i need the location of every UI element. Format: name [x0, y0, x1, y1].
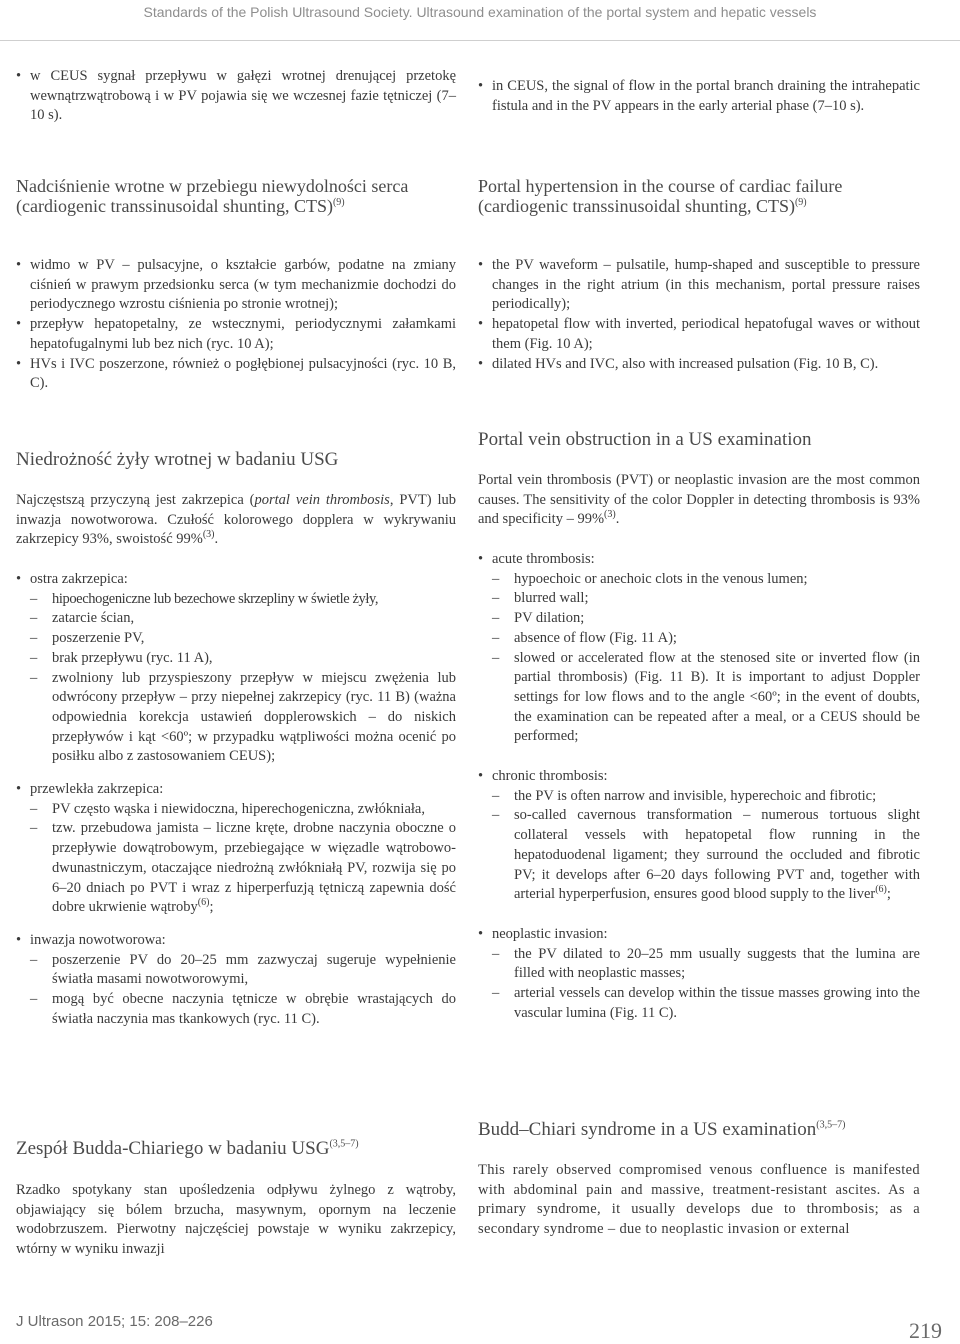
pl-obstruction-intro — [16, 491, 456, 550]
pl-neoplastic-invasion — [16, 931, 456, 1030]
en-chronic-item: – the PV is often narrow and invisible, hyperechoic and fibrotic; — [478, 787, 920, 807]
pl-intro-end: . — [214, 531, 219, 548]
en-intro-text: Portal vein thrombosis (PVT) or neoplastic invasion are the most common causes. The sensitivity of the color Doppler in detecting thrombosis is 93% and specificity – 99% — [478, 472, 920, 528]
en-cardiac-item: • the PV waveform – pulsatile, hump-shaped and susceptible to pressure changes in the right atrium (in this mechanism, portal pressure raises periodically); — [478, 256, 920, 315]
en-cardiac-item: • hepatopetal flow with inverted, periodical hepatofugal waves or without them (Fig. 10 A); — [478, 315, 920, 354]
spacer — [16, 767, 456, 780]
pl-intro-part-a: Najczęstszą przyczyną jest zakrzepica ( — [16, 492, 255, 508]
pl-chronic-list — [16, 780, 456, 918]
pl-cardiac-title — [16, 176, 456, 216]
en-acute-item: – absence of flow (Fig. 11 A); — [478, 629, 920, 649]
en-cardiac-list — [478, 256, 920, 374]
pl-neo-item: – mogą być obecne naczynia tętnicze w obrębie wrastających do światła naczynia mas tkankowych (ryc. 11 C). — [16, 990, 456, 1029]
pl-intro-ref: (3) — [202, 529, 215, 541]
pl-cardiac-list-block — [16, 256, 456, 394]
en-budd-title-text: Budd–Chiari syndrome in a US examination — [478, 1119, 817, 1140]
en-intro-ref: (3) — [604, 509, 616, 521]
pl-chronic-thrombosis — [16, 780, 456, 918]
en-ceus-block — [478, 77, 920, 116]
en-acute-item: – PV dilation; — [478, 609, 920, 629]
pl-cardiac-section — [16, 176, 456, 216]
en-neo-list — [478, 925, 920, 1024]
pl-cardiac-title-ref: (9) — [332, 197, 345, 208]
pl-acute-item: – zwolniony lub przyspieszony przepływ w miejscu zwężenia lub odwrócony przepływ – przy niepełnej zakrzepicy (ryc. 11 B) (ważna odpowiednia korekcja ustawień dopplerowskich – do niskich przepływów i kąt <60º; w przypadku wątpliwości można ocenić po posiłku albo z zastosowaniem CEUS); — [16, 669, 456, 768]
en-budd-title — [478, 1118, 920, 1142]
pl-neo-sublist — [16, 951, 456, 1030]
en-obstruction-title-block — [478, 428, 920, 452]
pl-acute-item: – brak przepływu (ryc. 11 A), — [16, 649, 456, 669]
pl-neo-list — [16, 931, 456, 1030]
pl-acute-sublist — [16, 590, 456, 767]
pl-neo-item: – poszerzenie PV do 20–25 mm zazwyczaj sugeruje wypełnienie światła masami nowotworowymi, — [16, 951, 456, 990]
en-neo-label: neoplastic invasion: — [492, 925, 608, 942]
pl-chronic-sublist — [16, 800, 456, 918]
en-thrombosis-lists — [478, 550, 920, 1023]
pl-budd-title — [16, 1137, 456, 1161]
en-chronic-item-text: so-called cavernous transformation – numerous tortuous slight collateral vessels with hepatopetal flow running in the hepatoduodenal ligament; they surround the occluded and fibrotic PV; it develops after 6–20 days following PVT and, together with arterial hyperperfusion, ensures good blood supply to the liver — [514, 807, 920, 903]
en-cardiac-item: • dilated HVs and IVC, also with increased pulsation (Fig. 10 B, C). — [478, 355, 920, 375]
pl-ceus-list — [16, 67, 456, 126]
pl-acute-list — [16, 570, 456, 767]
en-neo-item: – arterial vessels can develop within the tissue masses growing into the vascular lumina (Fig. 11 C). — [478, 984, 920, 1023]
en-acute-item: – slowed or accelerated flow at the stenosed site or inverted flow (in partial thrombosis) (Fig. 11 B). It is important to adjust Doppler settings for low flows and to the angle <60º; in the event of doubts, the examination can be repeated after a meal, or a CEUS should be performed; — [478, 649, 920, 748]
en-neo-item: – the PV dilated to 20–25 mm usually suggests that the lumina are filled with neoplastic masses; — [478, 945, 920, 984]
pl-budd-title-ref: (3,5–7) — [329, 1138, 359, 1150]
spacer — [16, 918, 456, 931]
en-chronic-sublist — [478, 787, 920, 905]
pl-ceus-item: • w CEUS sygnał przepływu w gałęzi wrotnej drenującej przetokę wewnątrzwątrobową i w PV pojawia się we wczesnej fazie tętniczej (7–10 s). — [16, 67, 456, 126]
en-intro-end: . — [615, 511, 620, 528]
en-neoplastic-invasion — [478, 925, 920, 1024]
en-acute-thrombosis — [478, 550, 920, 747]
pl-intro-part-b: , PVT) lub inwazja nowotworowa. Czułość kolorowego dopplera w wykrywaniu zakrzepicy 93%, swoistość 99% — [16, 492, 456, 548]
en-chronic-thrombosis — [478, 767, 920, 905]
en-obstruction-title: Portal vein obstruction in a US examination — [478, 429, 812, 450]
en-chronic-item — [478, 806, 920, 905]
pl-chronic-item-text: tzw. przebudowa jamista – liczne kręte, drobne naczynia oboczne o przepływie dowątrobowym, przebiegające w więzadle wątrobowo-dwunastniczym, otaczające niedrożną zwłókniałą PV, rozwija się po 6–20 dniach po PVT i wraz z hiperperfuzją tętniczą zapewnia dość dobre ukrwienie wątroby — [52, 820, 456, 916]
pl-chronic-item-ref: (6) — [197, 897, 210, 909]
en-cardiac-section — [478, 176, 920, 216]
pl-cardiac-item: • HVs i IVC poszerzone, również o pogłębionej pulsacyjności (ryc. 10 B, C). — [16, 355, 456, 394]
pl-acute-item: – zatarcie ścian, — [16, 609, 456, 629]
en-chronic-item-ref: (6) — [875, 884, 887, 896]
pl-cardiac-item: • przepływ hepatopetalny, ze wstecznymi, periodycznymi załamkami hepatofugalnymi lub bez nich (ryc. 10 A); — [16, 315, 456, 354]
pl-cardiac-item: • widmo w PV – pulsacyjne, o kształcie garbów, podatne na zmiany ciśnień w prawym przedsionku serca (w tym mechanizmie dochodzi do periodycznego wzrostu ciśnienia po stronie wrotnej); — [16, 256, 456, 315]
spacer — [478, 747, 920, 767]
en-budd-text: This rarely observed compromised venous confluence is manifested with abdominal pain and massive, treatment-resistant ascites. As a primary syndrome, it usually develops due to thrombosis; as a secondary syndrome – due to neoplastic invasion or external — [478, 1162, 920, 1238]
en-acute-list — [478, 550, 920, 747]
pl-chronic-item-end: ; — [209, 899, 214, 916]
pl-obstruction-title: Niedrożność żyły wrotnej w badaniu USG — [16, 449, 339, 470]
pl-acute-thrombosis — [16, 570, 456, 767]
pl-budd-title-block — [16, 1137, 456, 1161]
pl-intro-italic: portal vein thrombosis — [254, 492, 390, 508]
pl-budd-text: Rzadko spotykany stan upośledzenia odpływu żylnego z wątroby, objawiający się bólem brzucha, masywnym, opornym na leczenie wodobrzuszem. Pierwotny najczęściej powstaje w wyniku zakrzepicy, wtórny w wyniku inwazji — [16, 1182, 456, 1258]
running-title: Standards of the Polish Ultrasound Society. Ultrasound examination of the portal system and hepatic vessels — [143, 4, 817, 20]
pl-ceus-block — [16, 67, 456, 126]
pl-neo-label: inwazja nowotworowa: — [30, 931, 166, 948]
pl-acute-label: ostra zakrzepica: — [30, 571, 128, 587]
pl-thrombosis-lists — [16, 570, 456, 1029]
en-cardiac-title-text: Portal hypertension in the course of cardiac failure (cardiogenic transsinusoidal shunting, CTS) — [478, 176, 843, 216]
en-chronic-list — [478, 767, 920, 905]
page-number: 219 — [909, 1318, 942, 1343]
en-budd-text-block — [478, 1161, 920, 1240]
pl-acute-item: – poszerzenie PV, — [16, 629, 456, 649]
en-ceus-item: • in CEUS, the signal of flow in the portal branch draining the intrahepatic fistula and in the PV appears in the early arterial phase (7–10 s). — [478, 77, 920, 116]
en-cardiac-list-block — [478, 256, 920, 374]
en-cardiac-title — [478, 176, 920, 216]
en-acute-label: acute thrombosis: — [492, 551, 595, 567]
en-chronic-label: chronic thrombosis: — [492, 768, 608, 785]
en-obstruction-intro — [478, 471, 920, 530]
en-budd-title-ref: (3,5–7) — [816, 1119, 846, 1131]
pl-chronic-label: przewlekła zakrzepica: — [30, 781, 164, 798]
pl-obstruction-intro-block — [16, 491, 456, 550]
en-chronic-item-end: ; — [886, 886, 891, 903]
running-header — [0, 0, 960, 41]
en-budd-title-block — [478, 1118, 920, 1142]
pl-cardiac-list — [16, 256, 456, 394]
en-acute-sublist — [478, 570, 920, 747]
en-acute-item: – hypoechoic or anechoic clots in the venous lumen; — [478, 570, 920, 590]
pl-obstruction-title-block — [16, 448, 456, 472]
pl-chronic-item — [16, 819, 456, 918]
pl-cardiac-title-text: Nadciśnienie wrotne w przebiegu niewydolności serca (cardiogenic transsinusoidal shunting, CTS) — [16, 176, 409, 216]
pl-chronic-item: – PV często wąska i niewidoczna, hiperechogeniczna, zwłókniała, — [16, 800, 456, 820]
en-obstruction-intro-block — [478, 471, 920, 530]
journal-citation: J Ultrason 2015; 15: 208–226 — [16, 1313, 213, 1330]
pl-budd-title-text: Zespół Budda-Chiariego w badaniu USG — [16, 1138, 330, 1159]
en-cardiac-title-ref: (9) — [794, 197, 807, 208]
en-ceus-list — [478, 77, 920, 116]
en-neo-sublist — [478, 945, 920, 1024]
pl-acute-item: – hipoechogeniczne lub bezechowe skrzepliny w świetle żyły, — [16, 590, 456, 610]
pl-budd-text-block — [16, 1181, 456, 1260]
spacer — [478, 905, 920, 925]
en-acute-item: – blurred wall; — [478, 589, 920, 609]
